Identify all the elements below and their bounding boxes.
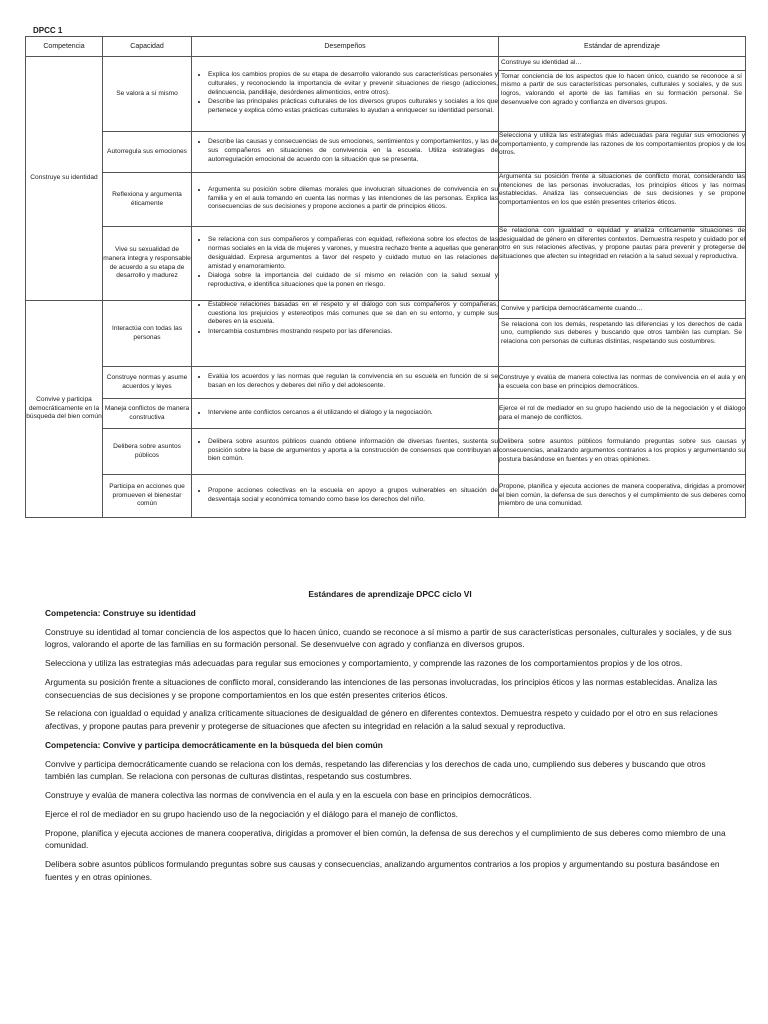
- competency-heading: Competencia: Construye su identidad: [45, 607, 196, 618]
- table-row: [26, 399, 746, 429]
- capacity-cell: Interactúa con todas las personas: [103, 301, 192, 367]
- competency-cell: Construye su identidad: [26, 57, 103, 301]
- header-estandar: Estándar de aprendizaje: [499, 37, 746, 57]
- document-label: DPCC 1: [33, 26, 63, 35]
- list-item: • Delibera sobre asuntos públicos cuando obtiene información de diversas fuentes, sustenta su posición sobre la base de argumentos y aporta a la construcción de consensos que contribuyan al bien común.: [208, 438, 498, 464]
- performance-cell: [192, 475, 499, 518]
- standard-cell: Selecciona y utiliza las estrategias más adecuadas para regular sus emociones y comportamiento, y comprende las razones de los comportamientos propios y de los otros.: [499, 132, 746, 173]
- standard-intro: Construye su identidad al…: [499, 57, 745, 71]
- performance-cell: [192, 367, 499, 399]
- standard-cell: Argumenta su posición frente a situaciones de conflicto moral, considerando las intenciones de las personas involucradas, los principios éticos y las normas establecidas. Analiza las consecuencias de sus decisiones y se propone comportamientos en los que estén presentes criterios éticos.: [499, 173, 746, 227]
- standard-paragraph: Se relaciona con igualdad o equidad y analiza críticamente situaciones de desigualdad de género en diferentes contextos. Demuestra respeto y cuidado por el otro en sus relaciones afectivas, y propone pautas para prevenir y protegerse de situaciones que afecten su integridad en relación a la salud sexual y reproductiva.: [45, 708, 718, 732]
- performance-cell: [192, 227, 499, 301]
- table-row: [26, 429, 746, 475]
- header-capacidad: Capacidad: [103, 37, 192, 57]
- standard-intro: Convive y participa democráticamente cuando…: [499, 301, 745, 319]
- standard-paragraph: Argumenta su posición frente a situaciones de conflicto moral, considerando las intenciones de las personas involucradas, los principios éticos y las normas establecidas. Analiza las consecuencias de sus decisiones y se propone comportamientos en los que estén presentes criterios éticos.: [45, 676, 718, 700]
- capacity-cell: Vive su sexualidad de manera íntegra y responsable de acuerdo a su etapa de desarrollo y madurez: [103, 227, 192, 301]
- list-item: • Describe las principales prácticas culturales de los diversos grupos culturales y sociales a los que pertenece y explica cómo estas prácticas culturales lo ayudan a enriquecer su identidad personal.: [208, 98, 498, 115]
- standard-cell: Se relaciona con igualdad o equidad y analiza críticamente situaciones de desigualdad de género en diferentes contextos. Demuestra respeto y cuidado por el otro en sus relaciones afectivas, y propone pautas para prevenir y protegerse de situaciones que afecten su integridad en relación a la salud sexual y reproductiva.: [499, 227, 746, 301]
- capacity-cell: Delibera sobre asuntos públicos: [103, 429, 192, 475]
- capacity-cell: Reflexiona y argumenta éticamente: [103, 173, 192, 227]
- standard-cell: Propone, planifica y ejecuta acciones de manera cooperativa, dirigidas a promover el bien común, la defensa de sus derechos y el cumplimiento de sus deberes como miembro de una comunidad.: [499, 475, 746, 518]
- standard-cell: Construye y evalúa de manera colectiva las normas de convivencia en el aula y en la escuela con base en principios democráticos.: [499, 367, 746, 399]
- standard-paragraph: Delibera sobre asuntos públicos formulando preguntas sobre sus causas y consecuencias, analizando argumentos contrarios a los propios y argumentando su postura basándose en fuentes y en otras opiniones.: [45, 859, 720, 883]
- list-item: • Dialoga sobre la importancia del cuidado de sí mismo en relación con la salud sexual y reproductiva, e identifica situaciones que la ponen en riesgo.: [208, 272, 498, 289]
- header-desempenos: Desempeños: [192, 37, 499, 57]
- list-item: • Establece relaciones basadas en el respeto y el diálogo con sus compañeros y compañeras, cuestiona los prejuicios y estereotipos más comunes que se dan en su entorno, y cumple sus deberes en la escuela.: [208, 301, 498, 327]
- performance-cell: [192, 399, 499, 429]
- standard-paragraph: Construye y evalúa de manera colectiva las normas de convivencia en el aula y en la escuela con base en principios democráticos.: [45, 790, 532, 801]
- standard-paragraph: Convive y participa democráticamente cuando se relaciona con los demás, respetando las diferencias y los derechos de cada uno, cumpliendo sus deberes y buscando que otros también las cumplan. Se relaciona con personas de culturas distintas, respetando sus costumbres.: [45, 758, 706, 782]
- standard-cell: Delibera sobre asuntos públicos formulando preguntas sobre sus causas y consecuencias, analizando argumentos contrarios a los propios y argumentando su postura basándose en fuentes y en otras opiniones.: [499, 429, 746, 475]
- performance-cell: [192, 429, 499, 475]
- standards-title: Estándares de aprendizaje DPCC ciclo VI: [308, 589, 472, 599]
- dpcc-table: [25, 36, 746, 518]
- list-item: • Propone acciones colectivas en la escuela en apoyo a grupos vulnerables en situación de desventaja social y económica tomando como base los derechos del niño.: [208, 487, 498, 504]
- competency-heading: Competencia: Convive y participa democráticamente en la búsqueda del bien común: [45, 739, 383, 750]
- list-item: • Interviene ante conflictos cercanos a él utilizando el diálogo y la negociación.: [208, 409, 498, 418]
- standard-paragraph: Propone, planifica y ejecuta acciones de manera cooperativa, dirigidas a promover el bien común, la defensa de sus derechos y el cumplimiento de sus deberes como miembro de una comunidad.: [45, 827, 726, 851]
- capacity-cell: Se valora a sí mismo: [103, 57, 192, 132]
- capacity-cell: Maneja conflictos de manera constructiva: [103, 399, 192, 429]
- list-item: • Intercambia costumbres mostrando respeto por las diferencias.: [208, 328, 498, 337]
- capacity-cell: Autorregula sus emociones: [103, 132, 192, 173]
- performance-cell: [192, 173, 499, 227]
- capacity-cell: Construye normas y asume acuerdos y leyes: [103, 367, 192, 399]
- capacity-cell: Participa en acciones que promueven el bienestar común: [103, 475, 192, 518]
- list-item: • Evalúa los acuerdos y las normas que regulan la convivencia en su escuela en función de si se basan en los derechos y deberes del niño y del adolescente.: [208, 373, 498, 390]
- table-row: [26, 301, 746, 367]
- table-row: [26, 475, 746, 518]
- standard-paragraph: Selecciona y utiliza las estrategias más adecuadas para regular sus emociones y comportamiento, y comprende las razones de los comportamientos propios y de los otros.: [45, 658, 683, 669]
- list-item: • Argumenta su posición sobre dilemas morales que involucran situaciones de convivencia en su familia y en el aula tomando en cuenta las normas y las intenciones de las personas. Explica las consecuencias de sus decisiones y propone acciones a partir de principios éticos.: [208, 186, 498, 212]
- performance-cell: [192, 132, 499, 173]
- list-item: • Describe las causas y consecuencias de sus emociones, sentimientos y comportamientos, y las de sus compañeros en situaciones de convivencia en la escuela. Utiliza estrategias de autorregulación emocional de acuerdo con la situación que se presenta.: [208, 138, 498, 164]
- header-competencia: Competencia: [26, 37, 103, 57]
- standards-section: [45, 588, 735, 890]
- list-item: • Se relaciona con sus compañeros y compañeras con equidad, reflexiona sobre los efectos de las normas sociales en la vida de mujeres y varones, y muestra rechazo frente a aquellas que generan desigualdad. Expresa argumentos a favor del respeto y cuidado mutuo en las relaciones de amistad y enamoramiento.: [208, 236, 498, 271]
- table-header-row: [26, 37, 746, 57]
- standard-text: Se relaciona con los demás, respetando las diferencias y los derechos de cada uno, cumpliendo sus deberes y buscando que otros también las cumplan. Se relaciona con personas de culturas distintas, respetando sus costumbres.: [501, 320, 742, 346]
- table-row: [26, 227, 746, 301]
- table-row: [26, 132, 746, 173]
- table-row: [26, 173, 746, 227]
- list-item: • Explica los cambios propios de su etapa de desarrollo valorando sus características personales y culturales, y reconociendo la importancia de evitar y prevenir situaciones de riesgo (adicciones, delincuencia, pandillaje, desórdenes alimenticios, entre otros).: [208, 71, 498, 97]
- standard-paragraph: Construye su identidad al tomar conciencia de los aspectos que lo hacen único, cuando se reconoce a sí mismo a partir de sus características personales, culturales y sociales, y de sus logros, valorando el aporte de las familias en su formación personal. Se desenvuelve con agrado y confianza en diversos grupos.: [45, 626, 732, 650]
- standard-paragraph: Ejerce el rol de mediador en su grupo haciendo uso de la negociación y el diálogo para el manejo de conflictos.: [45, 808, 458, 819]
- standard-text: Tomar conciencia de los aspectos que lo hacen único, cuando se reconoce a sí mismo a partir de sus características personales, culturales y sociales, y de sus logros, valorando el aporte de las familias en su formación personal. Se desenvuelve con agrado y confianza en diversos grupos.: [501, 72, 742, 106]
- table-row: [26, 367, 746, 399]
- standard-cell: [499, 301, 746, 367]
- performance-cell: [192, 301, 499, 367]
- table-row: [26, 57, 746, 132]
- competency-cell: Convive y participa democráticamente en la búsqueda del bien común: [26, 301, 103, 518]
- standard-cell: [499, 57, 746, 132]
- performance-cell: [192, 57, 499, 132]
- standard-cell: Ejerce el rol de mediador en su grupo haciendo uso de la negociación y el diálogo para el manejo de conflictos.: [499, 399, 746, 429]
